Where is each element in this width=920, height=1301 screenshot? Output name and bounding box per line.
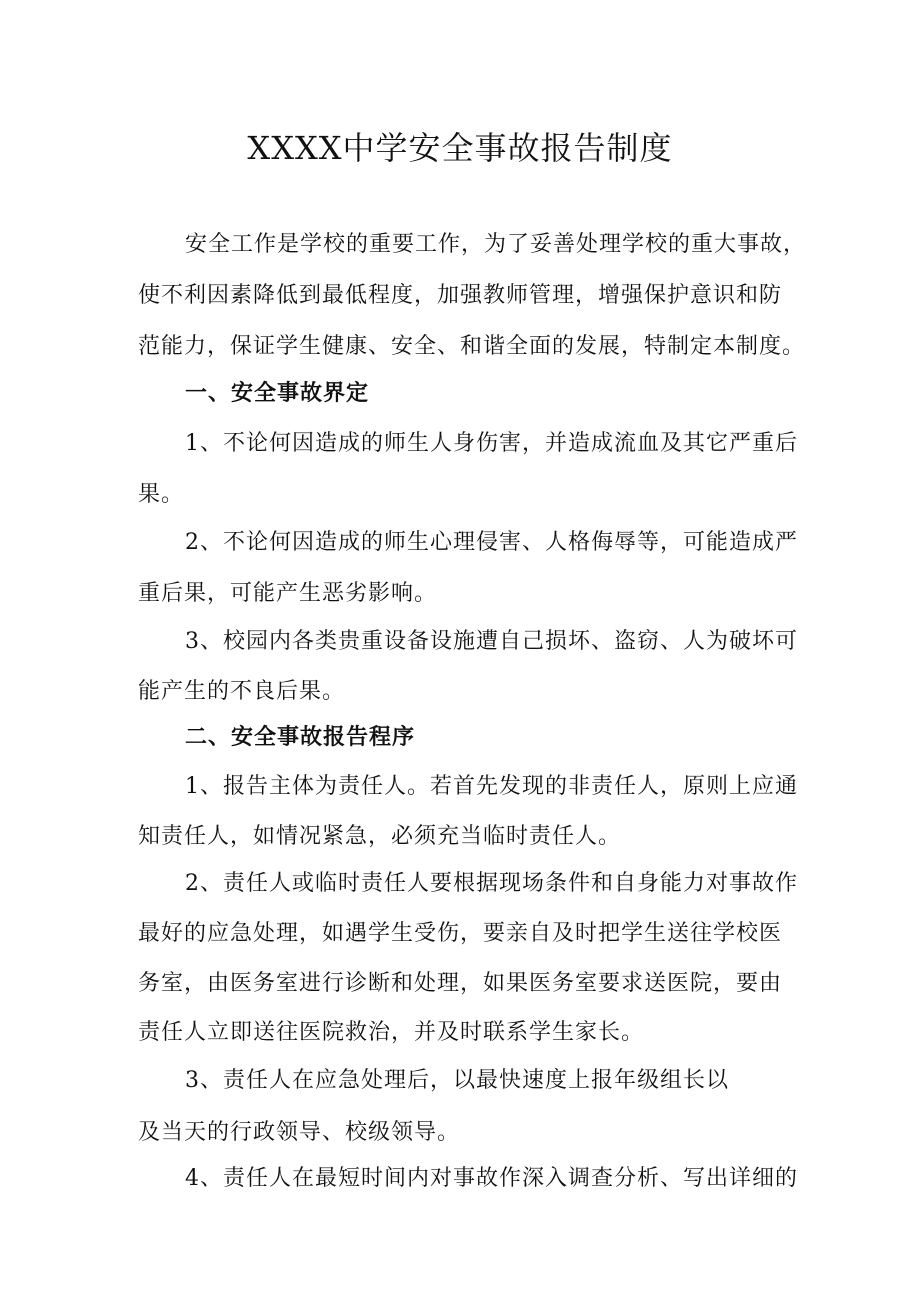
document-title: XXXX中学安全事故报告制度 — [247, 129, 673, 167]
paragraph-line: 及当天的行政领导、校级领导。 — [138, 1120, 461, 1145]
paragraph-line: 4、责任人在最短时间内对事故作深入调查分析、写出详细的 — [185, 1166, 798, 1191]
paragraph-line: 务室，由医务室进行诊断和处理，如果医务室要求送医院，要由 — [138, 971, 783, 996]
paragraph-line: 能产生的不良后果。 — [138, 679, 346, 704]
paragraph-line: 1、报告主体为责任人。若首先发现的非责任人，原则上应通 — [185, 774, 798, 799]
paragraph-line: 重后果，可能产生恶劣影响。 — [138, 581, 438, 606]
paragraph-line: 安全工作是学校的重要工作，为了妥善处理学校的重大事故， — [185, 232, 807, 257]
section-heading-1: 一、安全事故界定 — [185, 381, 370, 406]
paragraph-line: 知责任人，如情况紧急，必须充当临时责任人。 — [138, 824, 622, 849]
paragraph-line: 3、责任人在应急处理后，以最快速度上报年级组长以 — [185, 1068, 729, 1093]
paragraph-line: 最好的应急处理，如遇学生受伤，要亲自及时把学生送往学校医 — [138, 921, 783, 946]
paragraph-line: 使不利因素降低到最低程度，加强教师管理，增强保护意识和防 — [138, 283, 783, 308]
paragraph-line: 范能力，保证学生健康、安全、和谐全面的发展，特制定本制度。 — [138, 334, 806, 359]
paragraph-line: 果。 — [138, 482, 185, 507]
paragraph-line: 1、不论何因造成的师生人身伤害，并造成流血及其它严重后 — [185, 431, 798, 456]
paragraph-line: 2、不论何因造成的师生心理侵害、人格侮辱等，可能造成严 — [185, 530, 798, 555]
paragraph-line: 责任人立即送往医院救治，并及时联系学生家长。 — [138, 1020, 645, 1045]
paragraph-line: 2、责任人或临时责任人要根据现场条件和自身能力对事故作 — [185, 871, 798, 896]
paragraph-line: 3、校园内各类贵重设备设施遭自己损坏、盗窃、人为破坏可 — [185, 629, 798, 654]
section-heading-2: 二、安全事故报告程序 — [185, 725, 416, 750]
